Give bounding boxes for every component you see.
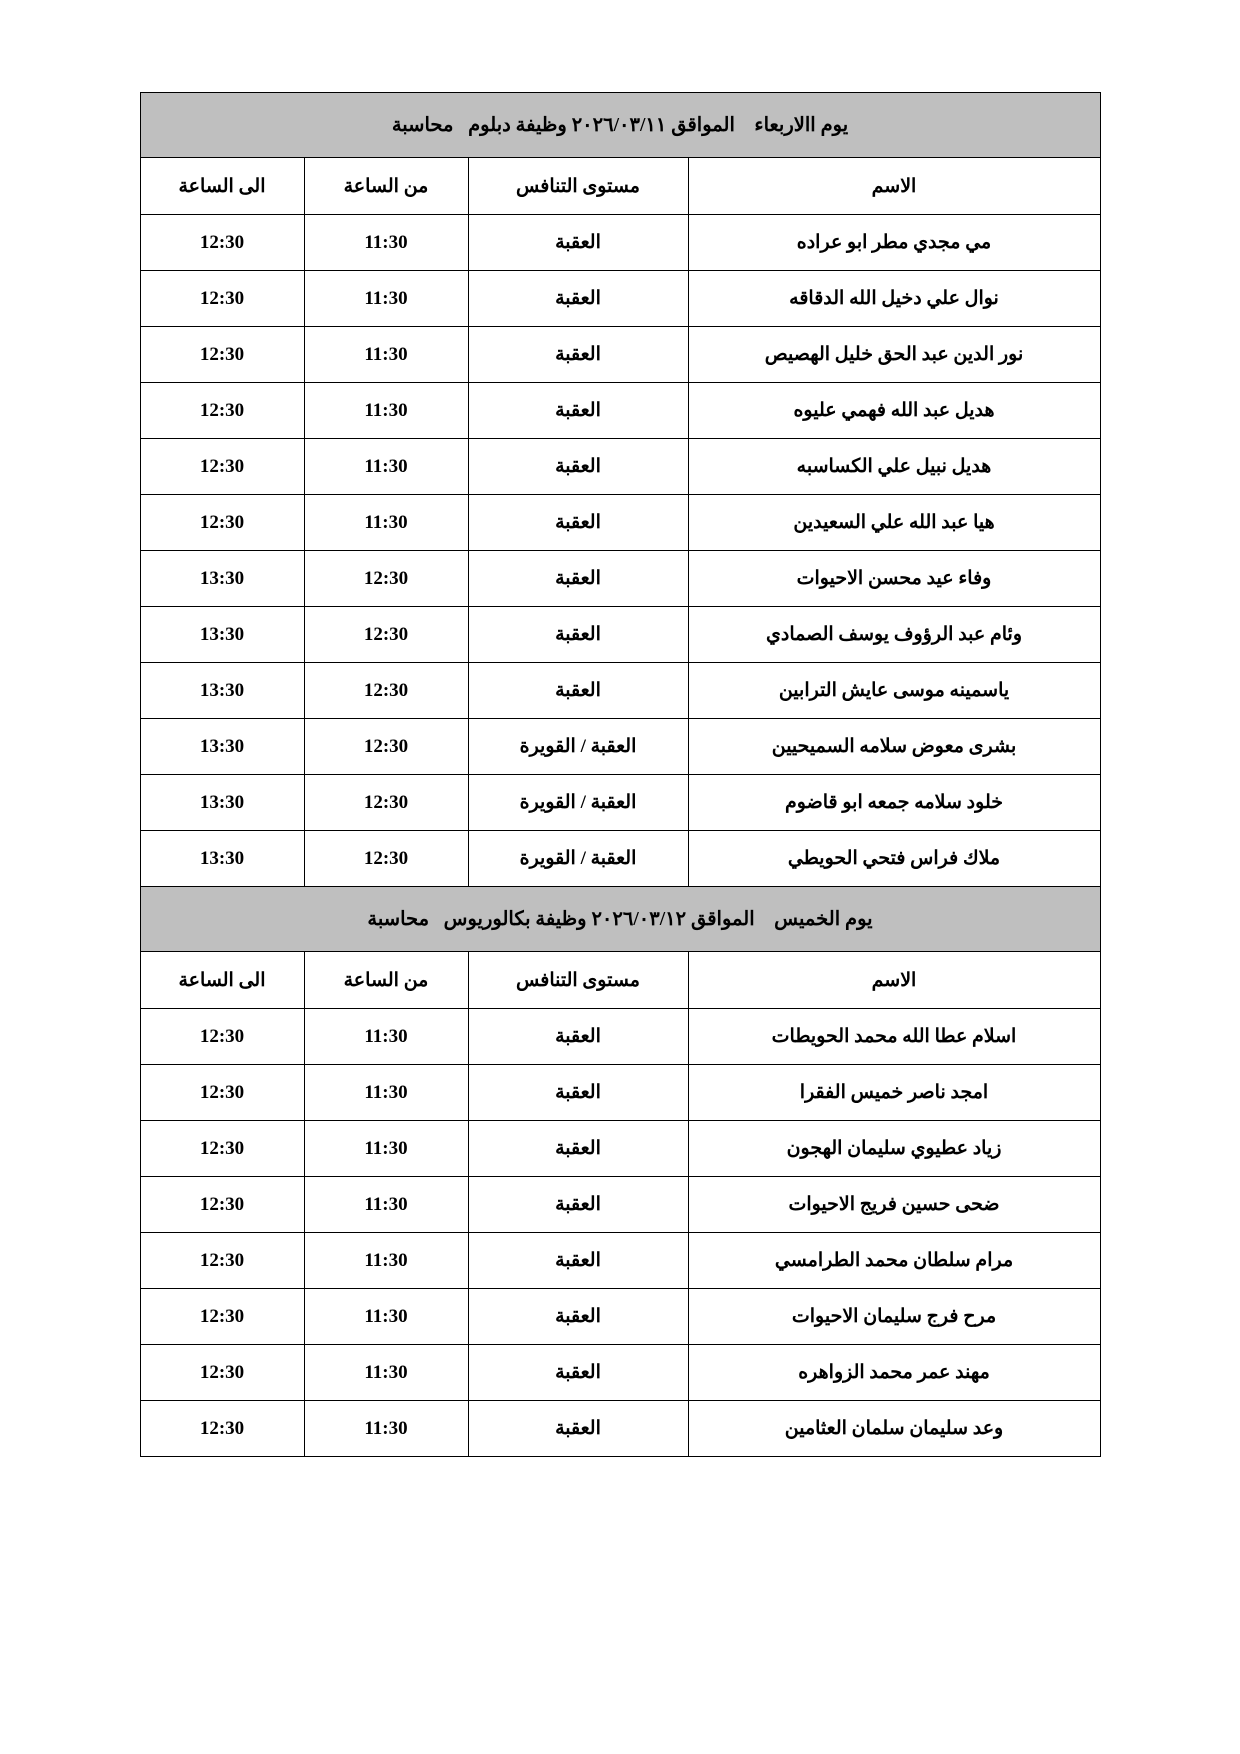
- time-from: 11:30: [304, 1289, 468, 1345]
- section-banner: [140, 93, 1100, 158]
- table-row: [140, 1233, 1100, 1289]
- competition-level: العقبة: [468, 271, 688, 327]
- table-row: [140, 775, 1100, 831]
- time-to: 13:30: [140, 775, 304, 831]
- table-row: [140, 439, 1100, 495]
- competition-level: العقبة: [468, 215, 688, 271]
- time-from: 11:30: [304, 1177, 468, 1233]
- candidate-name: نوال علي دخيل الله الدقاقه: [688, 271, 1100, 327]
- candidate-name: وئام عبد الرؤوف يوسف الصمادي: [688, 607, 1100, 663]
- time-to: 12:30: [140, 495, 304, 551]
- table-row: [140, 383, 1100, 439]
- section-banner: [140, 887, 1100, 952]
- table-row: [140, 1009, 1100, 1065]
- time-to: 12:30: [140, 1289, 304, 1345]
- candidate-name: مي مجدي مطر ابو عراده: [688, 215, 1100, 271]
- table-row: [140, 663, 1100, 719]
- table-row: [140, 831, 1100, 887]
- competition-level: العقبة: [468, 439, 688, 495]
- table-row: [140, 1177, 1100, 1233]
- time-from: 12:30: [304, 831, 468, 887]
- time-to: 12:30: [140, 1065, 304, 1121]
- candidate-name: مهند عمر محمد الزواهره: [688, 1345, 1100, 1401]
- competition-level: العقبة: [468, 383, 688, 439]
- candidate-name: ياسمينه موسى عايش الترابين: [688, 663, 1100, 719]
- time-from: 11:30: [304, 327, 468, 383]
- candidate-name: خلود سلامه جمعه ابو قاضوم: [688, 775, 1100, 831]
- competition-level: العقبة: [468, 1065, 688, 1121]
- time-to: 13:30: [140, 663, 304, 719]
- time-to: 12:30: [140, 215, 304, 271]
- competition-level: العقبة: [468, 1289, 688, 1345]
- time-to: 13:30: [140, 607, 304, 663]
- time-to: 13:30: [140, 551, 304, 607]
- section-banner-text: يوم االاربعاء المواقق ٢٠٢٦/٠٣/١١ وظيفة دبلوم محاسبة: [391, 115, 849, 136]
- competition-level: العقبة: [468, 551, 688, 607]
- time-to: 12:30: [140, 1009, 304, 1065]
- table-row: [140, 1121, 1100, 1177]
- table-row: [140, 1401, 1100, 1457]
- candidate-name: مرح فرج سليمان الاحيوات: [688, 1289, 1100, 1345]
- time-from: 11:30: [304, 383, 468, 439]
- candidate-name: ملاك فراس فتحي الحويطي: [688, 831, 1100, 887]
- column-header-row: [140, 952, 1100, 1009]
- column-header-to: الى الساعة: [140, 952, 304, 1009]
- time-from: 12:30: [304, 551, 468, 607]
- time-from: 12:30: [304, 607, 468, 663]
- candidate-name: نور الدين عبد الحق خليل الهصيص: [688, 327, 1100, 383]
- candidate-name: امجد ناصر خميس الفقرا: [688, 1065, 1100, 1121]
- time-from: 11:30: [304, 271, 468, 327]
- time-from: 11:30: [304, 215, 468, 271]
- competition-level: العقبة / القويرة: [468, 831, 688, 887]
- table-row: [140, 495, 1100, 551]
- candidate-name: مرام سلطان محمد الطرامسي: [688, 1233, 1100, 1289]
- time-to: 12:30: [140, 271, 304, 327]
- table-row: [140, 719, 1100, 775]
- table-row: [140, 327, 1100, 383]
- competition-level: العقبة: [468, 495, 688, 551]
- time-from: 11:30: [304, 495, 468, 551]
- table-row: [140, 215, 1100, 271]
- table-row: [140, 551, 1100, 607]
- competition-level: العقبة: [468, 663, 688, 719]
- section-banner-text: يوم الخميس المواقق ٢٠٢٦/٠٣/١٢ وظيفة بكالوريوس محاسبة: [367, 909, 873, 930]
- time-to: 13:30: [140, 719, 304, 775]
- competition-level: العقبة: [468, 1177, 688, 1233]
- competition-level: العقبة: [468, 1345, 688, 1401]
- candidate-name: وعد سليمان سلمان العثامين: [688, 1401, 1100, 1457]
- column-header-row: [140, 158, 1100, 215]
- time-from: 11:30: [304, 439, 468, 495]
- table-row: [140, 1345, 1100, 1401]
- candidate-name: بشرى معوض سلامه السميحيين: [688, 719, 1100, 775]
- candidate-name: هديل نبيل علي الكساسبه: [688, 439, 1100, 495]
- column-header-name: الاسم: [688, 952, 1100, 1009]
- time-to: 12:30: [140, 327, 304, 383]
- time-from: 11:30: [304, 1233, 468, 1289]
- time-to: 12:30: [140, 1345, 304, 1401]
- time-from: 12:30: [304, 719, 468, 775]
- time-to: 12:30: [140, 1177, 304, 1233]
- time-to: 12:30: [140, 1233, 304, 1289]
- column-header-from: من الساعة: [304, 952, 468, 1009]
- competition-level: العقبة: [468, 1233, 688, 1289]
- competition-level: العقبة / القويرة: [468, 719, 688, 775]
- column-header-level: مستوى التنافس: [468, 158, 688, 215]
- time-from: 11:30: [304, 1065, 468, 1121]
- competition-level: العقبة / القويرة: [468, 775, 688, 831]
- interview-schedule-table: [140, 92, 1101, 1457]
- time-from: 11:30: [304, 1009, 468, 1065]
- time-to: 12:30: [140, 1401, 304, 1457]
- table-row: [140, 607, 1100, 663]
- candidate-name: هديل عبد الله فهمي عليوه: [688, 383, 1100, 439]
- table-row: [140, 1065, 1100, 1121]
- time-from: 12:30: [304, 775, 468, 831]
- competition-level: العقبة: [468, 1121, 688, 1177]
- section-banner-row: [140, 887, 1100, 952]
- competition-level: العقبة: [468, 607, 688, 663]
- time-to: 12:30: [140, 1121, 304, 1177]
- candidate-name: ضحى حسين فريج الاحيوات: [688, 1177, 1100, 1233]
- column-header-to: الى الساعة: [140, 158, 304, 215]
- section-banner-row: [140, 93, 1100, 158]
- time-from: 12:30: [304, 663, 468, 719]
- competition-level: العقبة: [468, 1009, 688, 1065]
- table-row: [140, 1289, 1100, 1345]
- competition-level: العقبة: [468, 1401, 688, 1457]
- time-from: 11:30: [304, 1121, 468, 1177]
- table-row: [140, 271, 1100, 327]
- candidate-name: وفاء عيد محسن الاحيوات: [688, 551, 1100, 607]
- column-header-from: من الساعة: [304, 158, 468, 215]
- time-to: 12:30: [140, 439, 304, 495]
- time-from: 11:30: [304, 1345, 468, 1401]
- candidate-name: زياد عطيوي سليمان الهجون: [688, 1121, 1100, 1177]
- column-header-level: مستوى التنافس: [468, 952, 688, 1009]
- candidate-name: هيا عبد الله علي السعيدين: [688, 495, 1100, 551]
- time-to: 12:30: [140, 383, 304, 439]
- candidate-name: اسلام عطا الله محمد الحويطات: [688, 1009, 1100, 1065]
- time-from: 11:30: [304, 1401, 468, 1457]
- column-header-name: الاسم: [688, 158, 1100, 215]
- time-to: 13:30: [140, 831, 304, 887]
- competition-level: العقبة: [468, 327, 688, 383]
